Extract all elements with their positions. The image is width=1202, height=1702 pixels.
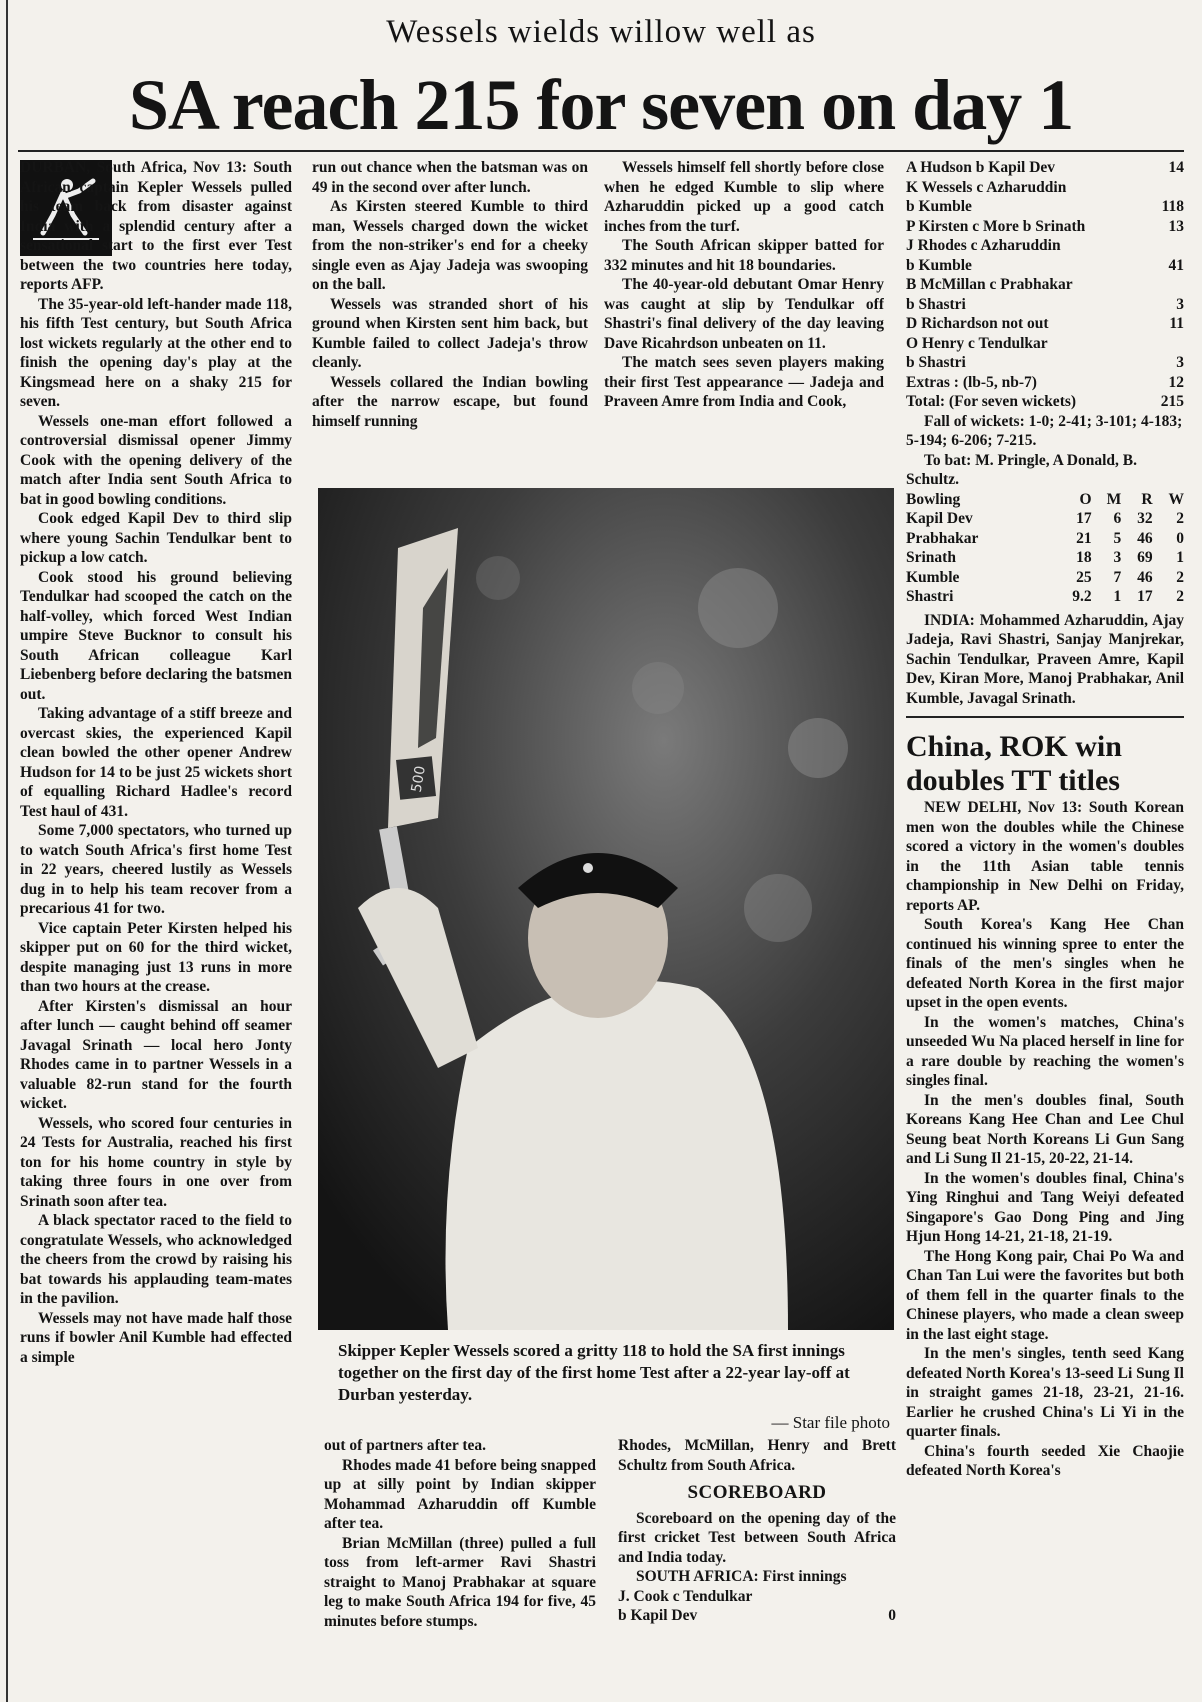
- to-bat: To bat: M. Pringle, A Donald, B. Schultz.: [906, 451, 1138, 488]
- column-1: [20, 158, 292, 1367]
- paragraph: The match sees seven players making their first Test appearance — Jadeja and Praveen Amre from India and Cook,: [604, 354, 884, 410]
- bowling-header-cell: O: [1079, 490, 1092, 508]
- paragraph: The Hong Kong pair, Chai Po Wa and Chan Tan Lui were the favorites but both of them fell in the quarter finals to the Chinese players, who made a clean sweep in the last eight stage.: [906, 1247, 1184, 1343]
- bowling-cell: 2: [1176, 568, 1184, 586]
- cricket-photo: [318, 488, 894, 1330]
- runs: 11: [1169, 315, 1184, 332]
- batting-row: [906, 314, 1184, 334]
- headline: SA reach 215 for seven on day 1: [128, 65, 1074, 145]
- batsman: A Hudson b Kapil Dev: [906, 159, 1056, 176]
- paragraph: China's fourth seeded Xie Chaojie defeated North Korea's: [906, 1442, 1184, 1479]
- bowling-row: [906, 529, 1184, 549]
- column-2-top: [312, 158, 588, 478]
- paragraph: NEW DELHI, Nov 13: South Korean men won the doubles while the Chinese scored a victory in the women's doubles in the 11th Asian table tennis championship in New Delhi on Friday, reports AP.: [906, 799, 1184, 914]
- batting-row: [906, 217, 1184, 237]
- paragraph: In the men's doubles final, South Koreans Kang Hee Chan and Lee Chul Seung beat North Koreans Li Gun Sang and Li Sung Il 21-15, 20-22, 21-14.: [906, 1091, 1184, 1167]
- bowling-cell: Kumble: [906, 568, 960, 586]
- batting-row: [906, 236, 1184, 256]
- batsman: b Shastri: [906, 295, 966, 313]
- bowling-cell: 1: [1113, 588, 1122, 605]
- batsman: b Shastri: [906, 354, 966, 371]
- batsman: Extras : (lb-5, nb-7): [906, 373, 1037, 391]
- runs: 3: [1176, 354, 1184, 371]
- fall-of-wickets: Fall of wickets: 1-0; 2-41; 3-101; 4-183; 5-194; 6-206; 7-215.: [906, 412, 1183, 449]
- score-line: J. Cook c Tendulkar: [618, 1587, 753, 1605]
- batsman: b Kumble: [906, 198, 972, 215]
- bowling-row: [906, 587, 1184, 607]
- bowling-cell: 46: [1137, 568, 1153, 586]
- scoreboard-heading: SCOREBOARD: [687, 1482, 827, 1503]
- bowling-cell: 25: [1076, 568, 1092, 586]
- bowling-cell: 69: [1137, 549, 1153, 566]
- paragraph: The 35-year-old left-hander made 118, his fifth Test century, but South Africa lost wickets regularly at the other end to finish the opening day's play at the Kingsmead here on a shaky 215 for seven.: [20, 295, 292, 410]
- batting-list: [906, 158, 1184, 412]
- tt-headline: China, ROK win doubles TT titles: [906, 716, 1184, 798]
- bowling-cell: 0: [1176, 529, 1184, 547]
- bowling-row: [906, 568, 1184, 588]
- batting-row: [906, 158, 1184, 178]
- bowling-cell: 6: [1113, 510, 1122, 527]
- paragraph: Taking advantage of a stiff breeze and overcast skies, the experienced Kapil clean bowled the other opener Andrew Hudson for 14 to be just 25 wickets short of equalling Richard Hadlee's record Test haul of 431.: [20, 705, 292, 820]
- bowling-cell: 2: [1176, 588, 1184, 605]
- paragraph: Wessels himself fell shortly before close when he edged Kumble to slip where Azharuddin picked up a good catch inches from the turf.: [604, 159, 884, 235]
- paragraph: In the women's doubles final, China's Ying Ringhui and Tang Weiyi defeated Singapore's Gao Dong Ping and Jing Hjun Hong 14-21, 21-18, 21-19.: [906, 1169, 1184, 1245]
- bowling-header-cell: R: [1141, 490, 1153, 508]
- paragraph: DURBAN, South Africa, Nov 13: South African captain Kepler Wessels pulled his team back from disaster against India with a splendid century after a sensational start to the first ever Test between the two countries here today, reports AFP.: [20, 159, 292, 293]
- paragraph: The South African skipper batted for 332 minutes and hit 18 boundaries.: [604, 237, 884, 274]
- paragraph: Brian McMillan (three) pulled a full toss from left-armer Ravi Shastri straight to Manoj Prabhakar at square leg to make South Africa 194 for five, 45 minutes before stumps.: [324, 1534, 596, 1630]
- innings-label: SOUTH AFRICA: First innings: [636, 1568, 847, 1585]
- paragraph: The 40-year-old debutant Omar Henry was caught at slip by Tendulkar off Shastri's final delivery of the day leaving Dave Ricahrdson unbeaten on 11.: [604, 276, 884, 352]
- bowling-cell: 7: [1113, 568, 1122, 586]
- batsman: Total: (For seven wickets): [906, 393, 1077, 410]
- tt-story-body: [906, 798, 1184, 1481]
- runs: 13: [1168, 217, 1184, 235]
- paragraph: In the women's matches, China's unseeded Wu Na placed herself in line for a rare double by reaching the women's singles final.: [906, 1013, 1184, 1089]
- runs: 41: [1168, 256, 1184, 274]
- bowling-cell: 2: [1176, 510, 1184, 527]
- photo-caption: [338, 1340, 890, 1434]
- batsman: K Wessels c Azharuddin: [906, 178, 1067, 196]
- paragraph: After Kirsten's dismissal an hour after lunch — caught behind off seamer Javagal Srinath — local hero Jonty Rhodes came in to partner Wessels in a valuable 82-run stand for the fourth wicket.: [20, 997, 292, 1112]
- paragraph: Wessels collared the Indian bowling after the narrow escape, but found himself running: [312, 373, 588, 430]
- paragraph: South Korea's Kang Hee Chan continued his winning spree to enter the finals of the men's singles when he defeated North Korea in the first major upset in the open events.: [906, 916, 1184, 1011]
- batsman: J Rhodes c Azharuddin: [906, 237, 1061, 254]
- bowling-row: [906, 509, 1184, 529]
- bowling-cell: 17: [1137, 588, 1153, 605]
- bowling-cell: 3: [1113, 549, 1122, 566]
- paragraph: Wessels may not have made half those runs if bowler Anil Kumble had effected a simple: [20, 1309, 292, 1366]
- batting-row: [906, 353, 1184, 373]
- kicker: Wessels wields willow well as: [386, 14, 816, 50]
- batting-row: [906, 275, 1184, 295]
- bowling-cell: Srinath: [906, 549, 956, 566]
- batting-row: [906, 392, 1184, 412]
- paragraph: Cook edged Kapil Dev to third slip where young Sachin Tendulkar bent to pickup a low catch.: [20, 510, 292, 566]
- bat-label: 500: [408, 764, 430, 794]
- column-3-bottom: [618, 1436, 896, 1626]
- batsman: b Kapil Dev: [618, 1607, 698, 1624]
- paragraph: A black spectator raced to the field to congratulate Wessels, who acknowledged the cheers from the crowd by raising his bat towards his applauding team-mates in the pavilion.: [20, 1212, 292, 1307]
- bowling-header-cell: M: [1106, 490, 1122, 508]
- bowling-header-row: [906, 490, 1184, 510]
- column-3-top: [604, 158, 884, 478]
- batting-row: [906, 256, 1184, 276]
- score-line: [618, 1606, 896, 1626]
- runs: 215: [1160, 393, 1184, 410]
- bowling-cell: Shastri: [906, 588, 954, 605]
- caption-text: Skipper Kepler Wessels scored a gritty 118 to hold the SA first innings together on the first day of the first home Test after a 22-year lay-off at Durban yesterday.: [338, 1341, 850, 1404]
- batting-row: [906, 334, 1184, 354]
- batting-row: [906, 295, 1184, 315]
- paragraph: Wessels was stranded short of his ground when Kirsten sent him back, but Kumble failed to collect Jadeja's throw cleanly.: [312, 295, 588, 371]
- scorecard-column: [906, 158, 1184, 1481]
- batting-row: [906, 197, 1184, 217]
- paragraph: out of partners after tea.: [324, 1437, 486, 1454]
- batting-row: [906, 373, 1184, 393]
- bowling-cell: Prabhakar: [906, 529, 979, 547]
- batsman: O Henry c Tendulkar: [906, 334, 1048, 352]
- bowling-cell: 21: [1076, 529, 1092, 547]
- column-rule: [6, 0, 8, 1702]
- bowling-cell: 32: [1137, 510, 1153, 527]
- paragraph: Cook stood his ground believing Tendulkar had scooped the catch on the half-volley, which forced West Indian umpire Steve Bucknor to consult his South African colleague Karl Liebenberg before declaring the batsmen out.: [20, 568, 292, 703]
- paragraph: Rhodes made 41 before being snapped up at silly point by Indian skipper Mohammad Azharuddin off Kumble after tea.: [324, 1456, 596, 1532]
- paragraph: Scoreboard on the opening day of the first cricket Test between South Africa and India today.: [618, 1509, 896, 1566]
- paragraph: As Kirsten steered Kumble to third man, Wessels charged down the wicket from the non-striker's end for a cheeky single even as Ajay Jadeja was swooping on the ball.: [312, 198, 588, 293]
- paragraph: Wessels one-man effort followed a controversial dismissal opener Jimmy Cook with the opening delivery of the match after India sent South Africa to bat in good bowling conditions.: [20, 412, 292, 508]
- paragraph: Some 7,000 spectators, who turned up to watch South Africa's first home Test in 22 years, cheered lustily as Wessels dug in to help his team recover from a precarious 41 for two.: [20, 822, 292, 917]
- paragraph: Rhodes, McMillan, Henry and Brett Schultz from South Africa.: [618, 1437, 896, 1474]
- paragraph: Vice captain Peter Kirsten helped his skipper put on 60 for the third wicket, despite managing just 13 runs in more than two hours at the crease.: [20, 919, 292, 995]
- india-team: INDIA: Mohammed Azharuddin, Ajay Jadeja, Ravi Shastri, Sanjay Manjrekar, Sachin Tendulkar, Praveen Amre, Kapil Dev, Kiran More, Manoj Prabhakar, Anil Kumble, Javagal Srinath.: [906, 611, 1184, 707]
- column-2-bottom: [324, 1436, 596, 1631]
- bowling-cell: 17: [1076, 510, 1092, 527]
- bowling-row: [906, 548, 1184, 568]
- runs: 14: [1168, 159, 1184, 176]
- paragraph: In the men's singles, tenth seed Kang defeated North Korea's 13-seed Li Sung Il in straight games 21-18, 23-21, 21-16. Earlier he crushed China's Li Yi in the quarter finals.: [906, 1345, 1184, 1440]
- bowling-cell: 1: [1176, 549, 1184, 566]
- runs: 118: [1161, 198, 1184, 215]
- batting-row: [906, 178, 1184, 198]
- paragraph: Wessels, who scored four centuries in 24 Tests for Australia, reached his first ton for his home country in style by taking three fours in one over from Srinath soon after tea.: [20, 1114, 292, 1210]
- batsman: P Kirsten c More b Srinath: [906, 217, 1086, 235]
- bowling-cell: 18: [1076, 549, 1092, 566]
- headline-rule: [18, 150, 1184, 152]
- bowling-header-cell: Bowling: [906, 490, 961, 508]
- runs: 12: [1168, 373, 1184, 391]
- bowling-header-cell: W: [1168, 490, 1184, 508]
- bowling-cell: 46: [1137, 529, 1153, 547]
- runs: 3: [1176, 295, 1184, 313]
- runs: 0: [888, 1607, 896, 1624]
- photo-credit: — Star file photo: [771, 1413, 890, 1432]
- bowling-cell: 5: [1113, 529, 1122, 547]
- bowling-table: [906, 490, 1184, 607]
- bowling-cell: 9.2: [1072, 588, 1092, 605]
- bowling-cell: Kapil Dev: [906, 510, 973, 527]
- batsman: b Kumble: [906, 256, 972, 274]
- batsman: D Richardson not out: [906, 315, 1049, 332]
- paragraph: run out chance when the batsman was on 49 in the second over after lunch.: [312, 159, 588, 196]
- batsman: B McMillan c Prabhakar: [906, 276, 1073, 293]
